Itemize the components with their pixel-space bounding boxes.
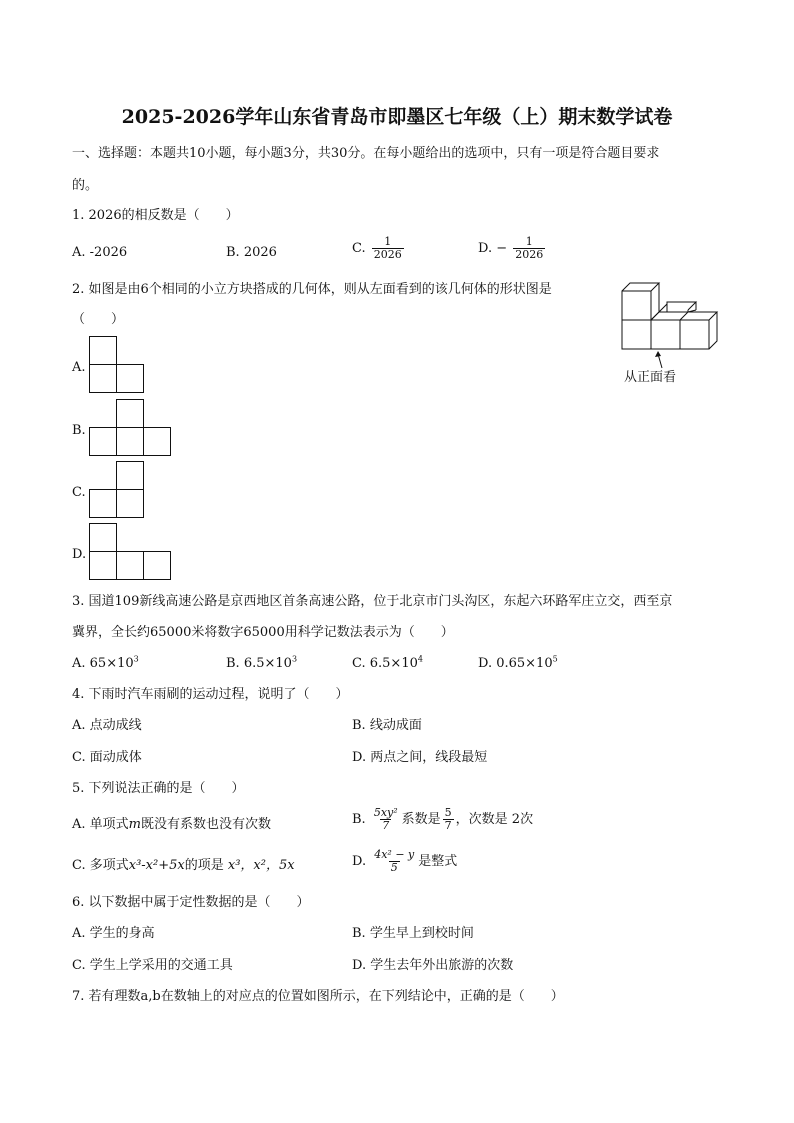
question-3-option-c <box>352 656 423 672</box>
question-6-option-a: A. 学生的身高 <box>72 926 155 941</box>
question-2-paren: （ ） <box>72 312 125 327</box>
question-1-option-d <box>478 236 547 261</box>
question-5-option-a <box>72 817 271 833</box>
option-c-grid <box>89 461 149 519</box>
option-b-grid <box>89 399 175 457</box>
denominator: 7 <box>382 819 390 833</box>
option-text: ，次数是 2次 <box>455 812 534 828</box>
denominator: 2026 <box>373 248 402 262</box>
option-text: C. 多项式 <box>72 858 129 873</box>
option-d-grid <box>89 523 175 581</box>
question-5-option-c <box>72 858 295 874</box>
fraction <box>372 236 404 261</box>
exponent: 3 <box>291 654 298 664</box>
fraction <box>443 807 454 832</box>
fraction <box>372 807 400 832</box>
question-5-stem: 5. 下列说法正确的是（ ） <box>72 781 245 796</box>
question-3-option-a <box>72 656 139 672</box>
option-text: 是整式 <box>418 854 458 870</box>
question-4-stem: 4. 下雨时汽车雨刷的运动过程，说明了（ ） <box>72 687 349 702</box>
variable: m <box>128 817 141 832</box>
exponent: 5 <box>552 654 558 664</box>
question-5-option-b <box>352 807 533 832</box>
question-2-option-d-label: D. <box>72 547 87 562</box>
expression-terms: x³，x²，5x <box>227 858 295 873</box>
question-3-option-d <box>478 656 558 672</box>
option-text: A. 65×10 <box>72 656 134 671</box>
fraction <box>513 236 545 261</box>
denominator: 7 <box>444 819 452 833</box>
question-6-option-b: B. 学生早上到校时间 <box>352 926 474 941</box>
denominator: 2026 <box>515 248 544 262</box>
section-instruction-line2: 的。 <box>72 178 99 193</box>
exponent: 3 <box>133 654 139 664</box>
question-6-option-c: C. 学生上学采用的交通工具 <box>72 958 233 973</box>
question-6-stem: 6. 以下数据中属于定性数据的是（ ） <box>72 895 310 910</box>
option-text: B. 6.5×10 <box>226 656 292 671</box>
fraction <box>372 849 416 874</box>
question-4-option-a: A. 点动成线 <box>72 718 142 733</box>
question-2-stem: 2. 如图是由6个相同的小立方块搭成的几何体，则从左面看到的该几何体的形状图是 <box>72 282 552 297</box>
exponent: 4 <box>417 654 423 664</box>
option-text: 系数是 <box>401 812 441 828</box>
question-2-option-a-label: A. <box>72 360 86 375</box>
question-2-option-b-shape <box>89 399 175 457</box>
numerator: 5 <box>444 806 452 819</box>
question-1-option-c <box>352 236 406 261</box>
option-text: D. 0.65×10 <box>478 656 553 671</box>
option-label: D. <box>352 854 367 870</box>
question-2-option-d-shape <box>89 523 175 581</box>
question-4-option-b: B. 线动成面 <box>352 718 422 733</box>
expression: x³-x²+5x <box>128 858 185 873</box>
numerator: 1 <box>525 235 533 248</box>
question-2-option-a-shape <box>89 336 149 394</box>
question-4-option-c: C. 面动成体 <box>72 750 142 765</box>
question-1-option-b: B. 2026 <box>226 245 277 260</box>
question-1-option-a: A. -2026 <box>72 245 128 260</box>
question-7-stem: 7. 若有理数a,b在数轴上的对应点的位置如图所示，在下列结论中，正确的是（ ） <box>72 989 564 1004</box>
numerator: 4x² − y <box>374 848 415 861</box>
question-1-stem: 1. 2026的相反数是（ ） <box>72 208 239 223</box>
question-6-option-d: D. 学生去年外出旅游的次数 <box>352 958 514 973</box>
option-text: 的项是 <box>184 858 224 873</box>
option-d-label: D. − <box>478 241 508 257</box>
figure-caption: 从正面看 <box>624 370 677 385</box>
option-text: 既没有系数也没有次数 <box>140 817 271 832</box>
question-4-option-d: D. 两点之间，线段最短 <box>352 750 488 765</box>
option-a-grid <box>89 336 149 394</box>
question-2-option-c-label: C. <box>72 485 86 500</box>
question-3-option-b <box>226 656 297 672</box>
option-label: B. <box>352 812 366 828</box>
option-text: A. 单项式 <box>72 817 129 832</box>
section-instruction-line1: 一、选择题：本题共10小题，每小题3分，共30分。在每小题给出的选项中，只有一项是符合题目要求 <box>72 146 660 161</box>
numerator: 5xy² <box>373 806 398 819</box>
option-text: C. 6.5×10 <box>352 656 418 671</box>
question-2-option-b-label: B. <box>72 423 86 438</box>
page-title: 2025-2026学年山东省青岛市即墨区七年级（上）期末数学试卷 <box>121 106 673 128</box>
question-3-line2: 冀界，全长约65000米将数字65000用科学记数法表示为（ ） <box>72 625 454 640</box>
option-c-label: C. <box>352 241 366 257</box>
question-2-option-c-shape <box>89 461 149 519</box>
question-3-line1: 3. 国道109新线高速公路是京西地区首条高速公路，位于北京市门头沟区，东起六环路军庄立交，西至京 <box>72 594 673 609</box>
denominator: 5 <box>390 861 398 875</box>
question-5-option-d <box>352 849 457 874</box>
numerator: 1 <box>384 235 392 248</box>
